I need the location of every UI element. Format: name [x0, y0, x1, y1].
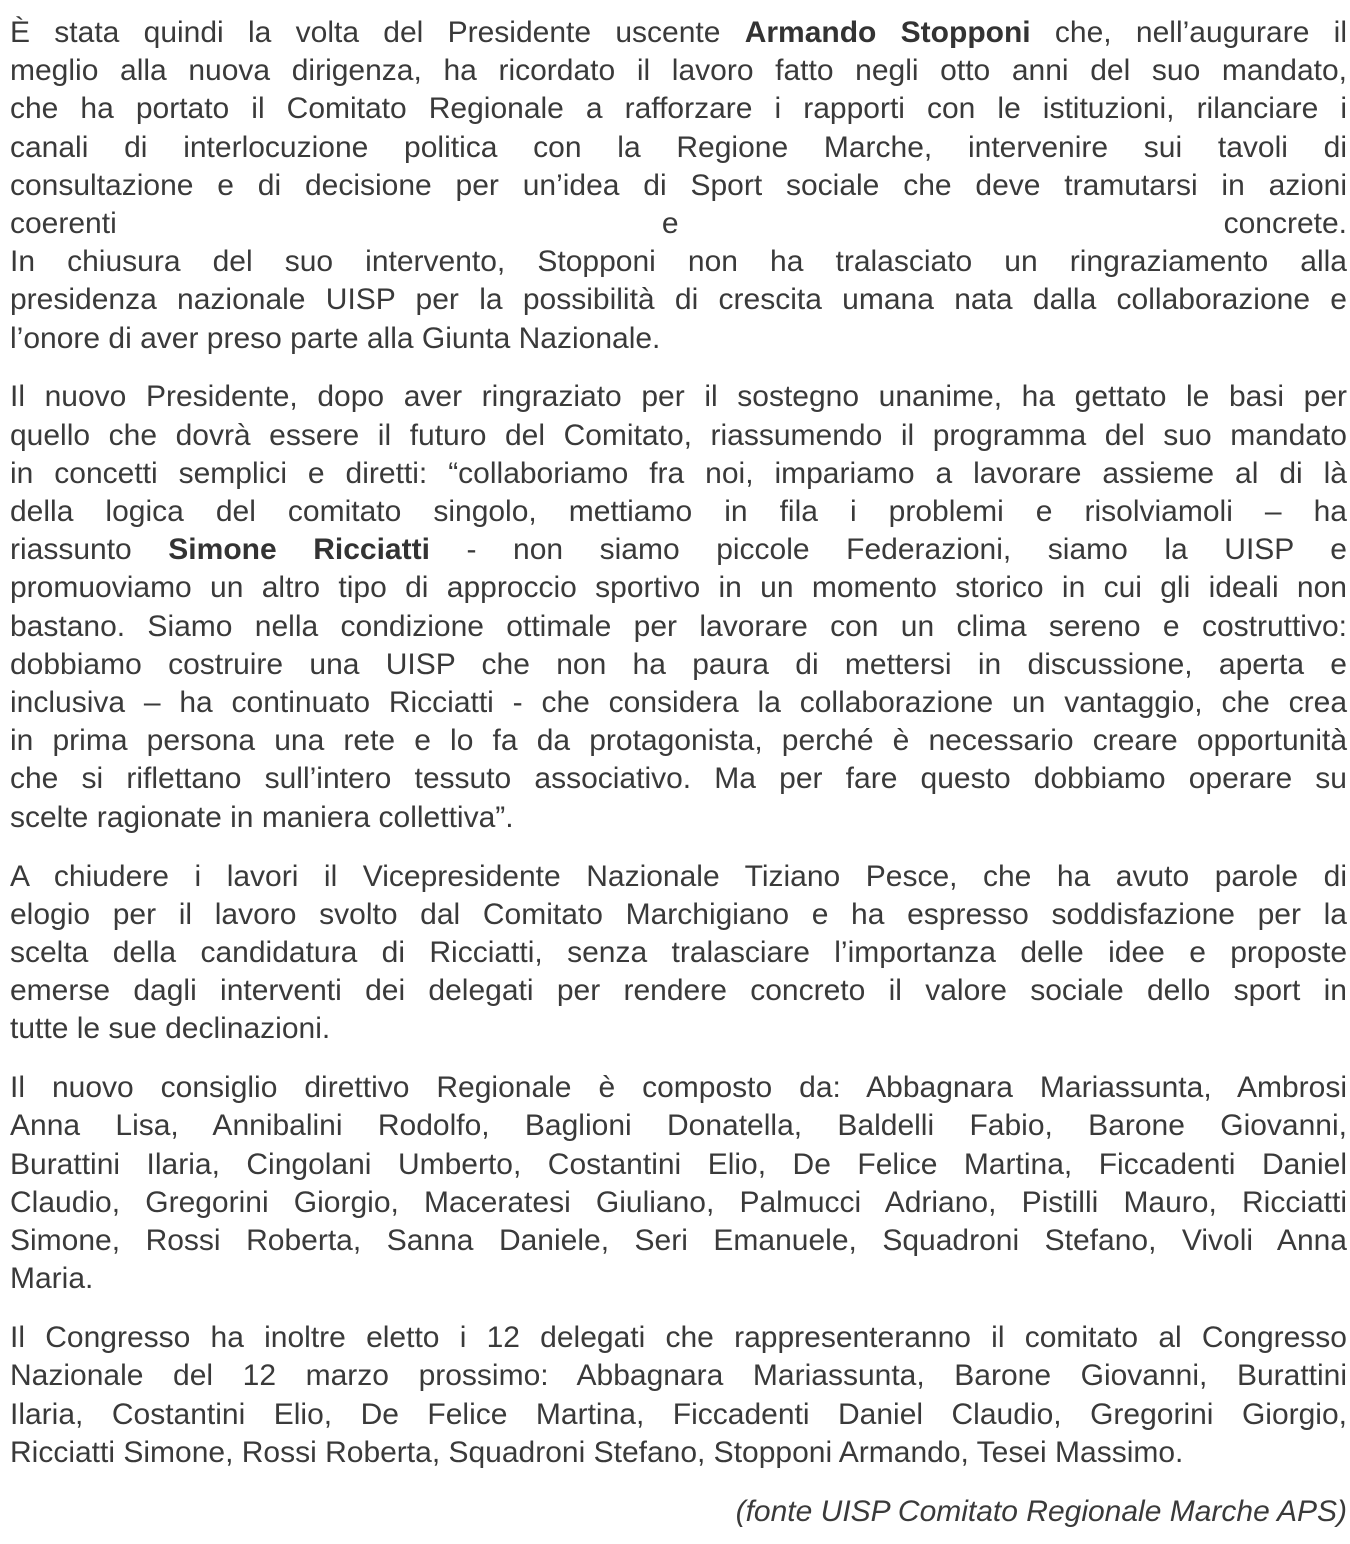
text-line — [10, 531, 1347, 569]
text-line: Il Congresso ha inoltre eletto i 12 delegati che rappresenteranno il comitato al Congresso — [10, 1321, 1347, 1355]
paragraph-spacer — [10, 358, 1347, 379]
text-line: in concetti semplici e diretti: “collaboriamo fra noi, impariamo a lavorare assieme al di là — [10, 456, 1347, 490]
text-line: bastano. Siamo nella condizione ottimale per lavorare con un clima sereno e costruttivo: — [10, 609, 1347, 643]
paragraph — [10, 14, 1347, 358]
text-line: A chiudere i lavori il Vicepresidente Nazionale Tiziano Pesce, che ha avuto parole di — [10, 859, 1347, 893]
text-line: Maria. — [10, 1262, 94, 1296]
paragraph-spacer — [10, 837, 1347, 858]
document-page — [10, 14, 1347, 1531]
text-line: scelta della candidatura di Ricciatti, senza tralasciare l’importanza delle idee e proposte — [10, 935, 1347, 969]
text-line: quello che dovrà essere il futuro del Comitato, riassumendo il programma del suo mandato — [10, 418, 1347, 452]
text-line: che ha portato il Comitato Regionale a rafforzare i rapporti con le istituzioni, rilanciare i — [10, 92, 1347, 126]
text-line: promuoviamo un altro tipo di approccio sportivo in un momento storico in cui gli ideali non — [10, 571, 1347, 605]
text-line: che si riflettano sull’intero tessuto associativo. Ma per fare questo dobbiamo operare su — [10, 762, 1347, 796]
text-line: in prima persona una rete e lo fa da protagonista, perché è necessario creare opportunità — [10, 724, 1347, 758]
person-name: Simone Ricciatti — [168, 533, 430, 567]
text-line: meglio alla nuova dirigenza, ha ricordato il lavoro fatto negli otto anni del suo mandato, — [10, 54, 1347, 88]
text-line: Ilaria, Costantini Elio, De Felice Martina, Ficcadenti Daniel Claudio, Gregorini Giorgio, — [10, 1397, 1347, 1431]
text-line: dobbiamo costruire una UISP che non ha paura di mettersi in discussione, aperta e — [10, 647, 1347, 681]
paragraph-spacer — [10, 1048, 1347, 1069]
text-line: Ricciatti Simone, Rossi Roberta, Squadroni Stefano, Stopponi Armando, Tesei Massimo. — [10, 1435, 1184, 1469]
text-line: Claudio, Gregorini Giorgio, Maceratesi Giuliano, Palmucci Adriano, Pistilli Mauro, Ricciatti — [10, 1185, 1347, 1219]
text-line: l’onore di aver preso parte alla Giunta Nazionale. — [10, 321, 661, 355]
text-line: Nazionale del 12 marzo prossimo: Abbagnara Mariassunta, Barone Giovanni, Burattini — [10, 1359, 1347, 1393]
paragraph — [10, 1069, 1347, 1298]
text-line: coerenti e concrete. — [10, 206, 1347, 240]
line-text: riassunto — [10, 533, 169, 567]
text-line: Il nuovo consiglio direttivo Regionale è composto da: Abbagnara Mariassunta, Ambrosi — [10, 1071, 1347, 1105]
article-body — [10, 14, 1347, 1472]
text-line: della logica del comitato singolo, mettiamo in fila i problemi e risolviamoli – ha — [10, 495, 1347, 529]
paragraph — [10, 1319, 1347, 1472]
text-line: inclusiva – ha continuato Ricciatti - che considera la collaborazione un vantaggio, che crea — [10, 685, 1347, 719]
text-line: Simone, Rossi Roberta, Sanna Daniele, Seri Emanuele, Squadroni Stefano, Vivoli Anna — [10, 1224, 1347, 1258]
paragraph — [10, 378, 1347, 836]
line-text: - non siamo piccole Federazioni, siamo la UISP e — [429, 533, 1347, 567]
text-line: canali di interlocuzione politica con la Regione Marche, intervenire sui tavoli di — [10, 130, 1347, 164]
text-line: consultazione e di decisione per un’idea di Sport sociale che deve tramutarsi in azioni — [10, 168, 1347, 202]
paragraph-spacer — [10, 1472, 1347, 1493]
text-line: elogio per il lavoro svolto dal Comitato Marchigiano e ha espresso soddisfazione per la — [10, 897, 1347, 931]
person-name: Armando Stopponi — [744, 16, 1031, 49]
line-text: che, nell’augurare il — [1030, 16, 1347, 49]
text-line: In chiusura del suo intervento, Stopponi non ha tralasciato un ringraziamento alla — [10, 245, 1347, 279]
text-line: Anna Lisa, Annibalini Rodolfo, Baglioni Donatella, Baldelli Fabio, Barone Giovanni, — [10, 1109, 1347, 1143]
paragraph-spacer — [10, 1298, 1347, 1319]
text-line: emerse dagli interventi dei delegati per rendere concreto il valore sociale dello sport in — [10, 974, 1347, 1008]
text-line: presidenza nazionale UISP per la possibilità di crescita umana nata dalla collaborazione e — [10, 283, 1347, 317]
text-line: Il nuovo Presidente, dopo aver ringraziato per il sostegno unanime, ha gettato le basi per — [10, 380, 1347, 414]
text-line: scelte ragionate in maniera collettiva”. — [10, 800, 514, 834]
text-line — [10, 14, 1347, 52]
text-line: Burattini Ilaria, Cingolani Umberto, Costantini Elio, De Felice Martina, Ficcadenti Daniel — [10, 1147, 1347, 1181]
text-line: tutte le sue declinazioni. — [10, 1012, 331, 1046]
paragraph — [10, 858, 1347, 1049]
line-text: È stata quindi la volta del Presidente uscente — [10, 16, 745, 49]
source-credit: (fonte UISP Comitato Regionale Marche APS) — [735, 1494, 1347, 1528]
